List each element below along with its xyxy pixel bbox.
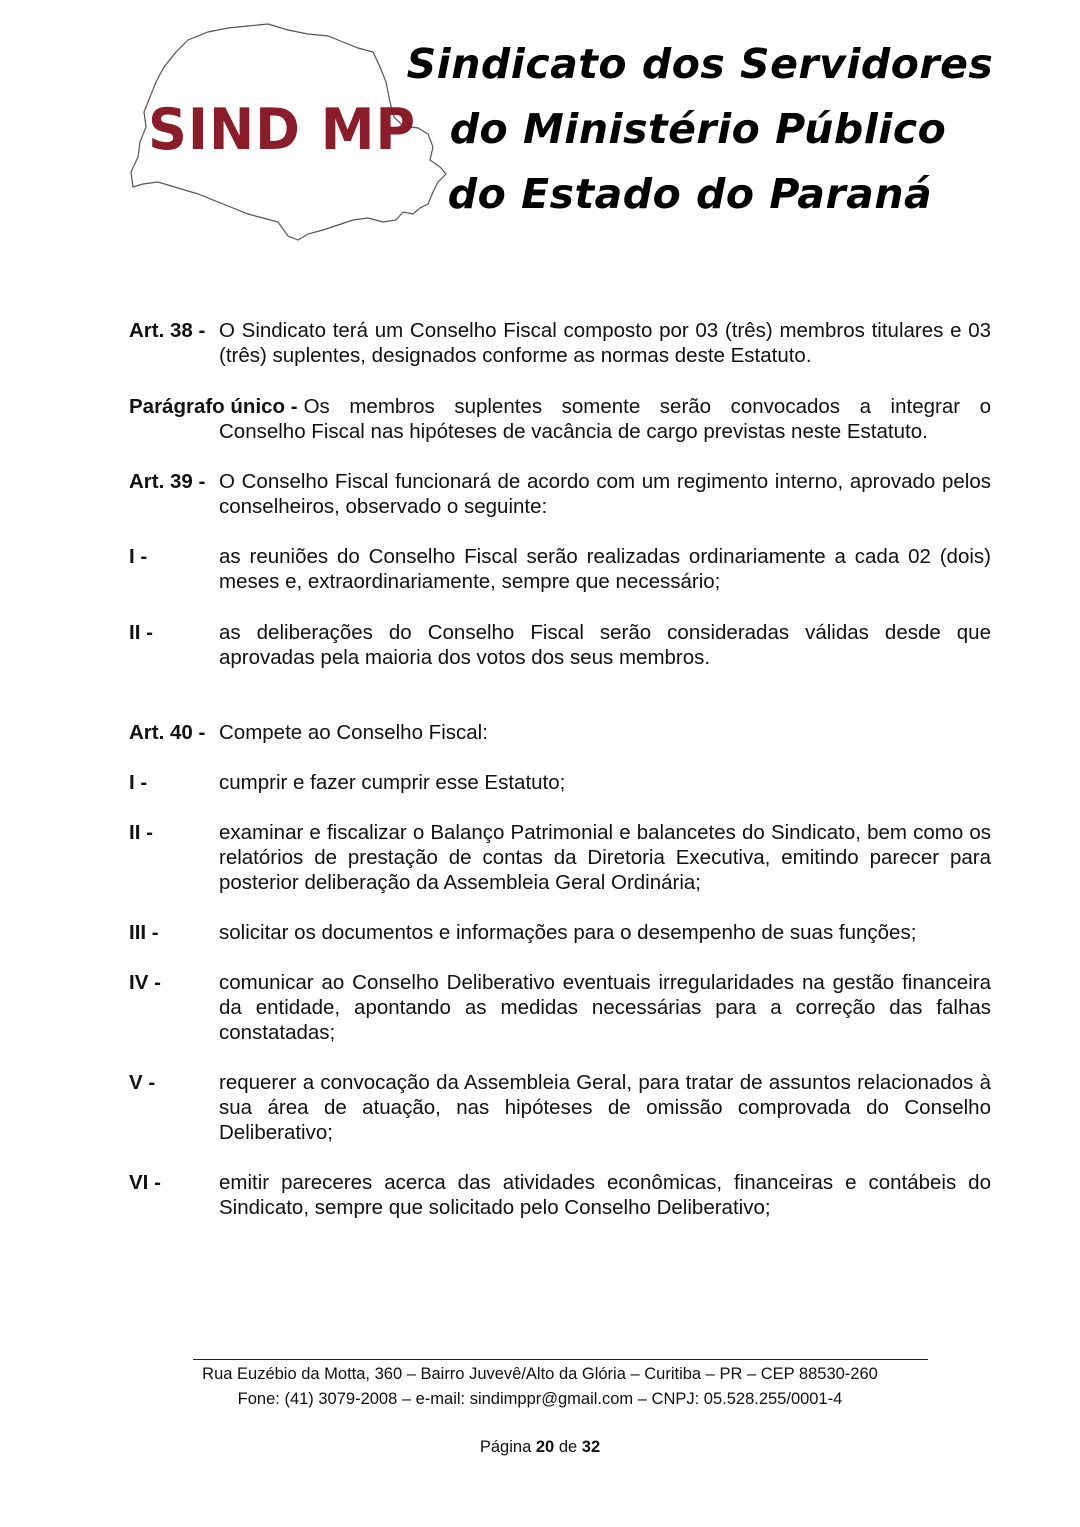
org-title-line-1: Sindicato dos Servidores xyxy=(406,40,994,88)
article-38 xyxy=(129,318,991,368)
item-label: III - xyxy=(129,921,159,944)
page-sep: de xyxy=(558,1438,578,1456)
page-current: 20 xyxy=(535,1438,555,1456)
article-40-item-4 xyxy=(129,970,991,1045)
article-text: O Conselho Fiscal funcionará de acordo com um regimento interno, aprovado pelos conselheiros, observado o seguinte: xyxy=(219,470,991,518)
item-label: I - xyxy=(129,771,148,794)
footer-contact: Fone: (41) 3079-2008 – e-mail: sindimppr@gmail.com – CNPJ: 05.528.255/0001-4 xyxy=(237,1390,843,1408)
footer-divider xyxy=(193,1359,928,1360)
logo-text: SIND MP xyxy=(148,96,417,163)
article-39 xyxy=(129,469,991,519)
article-39-item-2 xyxy=(129,620,991,670)
footer-address: Rua Euzébio da Motta, 360 – Bairro Juvevê/Alto da Glória – Curitiba – PR – CEP 88530-260 xyxy=(202,1365,878,1383)
article-39-item-1 xyxy=(129,544,991,594)
item-label: V - xyxy=(129,1071,156,1094)
page-prefix: Página xyxy=(479,1438,532,1456)
paragraph-text-first: Os membros suplentes somente serão convocados a integrar o xyxy=(303,395,991,418)
page-number xyxy=(0,1438,1080,1457)
item-label: IV - xyxy=(129,971,161,994)
article-40-item-5 xyxy=(129,1070,991,1145)
item-text: as deliberações do Conselho Fiscal serão consideradas válidas desde que aprovadas pela maioria dos votos dos seus membros. xyxy=(219,621,991,669)
item-text: emitir pareceres acerca das atividades econômicas, financeiras e contábeis do Sindicato, sempre que solicitado pelo Conselho Deliberativo; xyxy=(219,1171,991,1219)
article-text: O Sindicato terá um Conselho Fiscal composto por 03 (três) membros titulares e 03 (três) suplentes, designados conforme as normas deste Estatuto. xyxy=(219,319,991,367)
article-40-item-6 xyxy=(129,1170,991,1220)
article-38-paragraph xyxy=(129,394,991,444)
item-label: II - xyxy=(129,821,153,844)
item-label: II - xyxy=(129,621,153,644)
item-text: requerer a convocação da Assembleia Geral, para tratar de assuntos relacionados à sua área de atuação, nas hipóteses de omissão comprovada do Conselho Deliberativo; xyxy=(219,1071,991,1144)
article-40-item-1 xyxy=(129,770,991,795)
item-text: as reuniões do Conselho Fiscal serão realizadas ordinariamente a cada 02 (dois) meses e, extraordinariamente, sempre que necessário; xyxy=(219,545,991,593)
article-40-item-3 xyxy=(129,920,991,945)
paragraph-text-rest: Conselho Fiscal nas hipóteses de vacância de cargo previstas neste Estatuto. xyxy=(219,420,928,443)
org-title-line-3: do Estado do Paraná xyxy=(447,170,933,218)
item-label: I - xyxy=(129,545,148,568)
article-40-item-2 xyxy=(129,820,991,895)
letterhead xyxy=(0,0,1080,260)
article-text: Compete ao Conselho Fiscal: xyxy=(219,721,488,744)
paragraph-label: Parágrafo único - xyxy=(129,395,298,418)
article-label: Art. 40 - xyxy=(129,721,206,744)
article-label: Art. 39 - xyxy=(129,470,206,493)
page-total: 32 xyxy=(581,1438,601,1456)
item-text: solicitar os documentos e informações para o desempenho de suas funções; xyxy=(219,921,917,944)
item-text: examinar e fiscalizar o Balanço Patrimonial e balancetes do Sindicato, bem como os relatórios de prestação de contas da Diretoria Executiva, emitindo parecer para posterior deliberação da Assembleia Geral Ordinária; xyxy=(219,821,991,894)
item-text: cumprir e fazer cumprir esse Estatuto; xyxy=(219,771,566,794)
article-label: Art. 38 - xyxy=(129,319,206,342)
org-title-line-2: do Ministério Público xyxy=(449,105,947,153)
item-label: VI - xyxy=(129,1171,161,1194)
article-40 xyxy=(129,720,991,745)
item-text: comunicar ao Conselho Deliberativo eventuais irregularidades na gestão financeira da entidade, apontando as medidas necessárias para a correção das falhas constatadas; xyxy=(219,971,991,1044)
